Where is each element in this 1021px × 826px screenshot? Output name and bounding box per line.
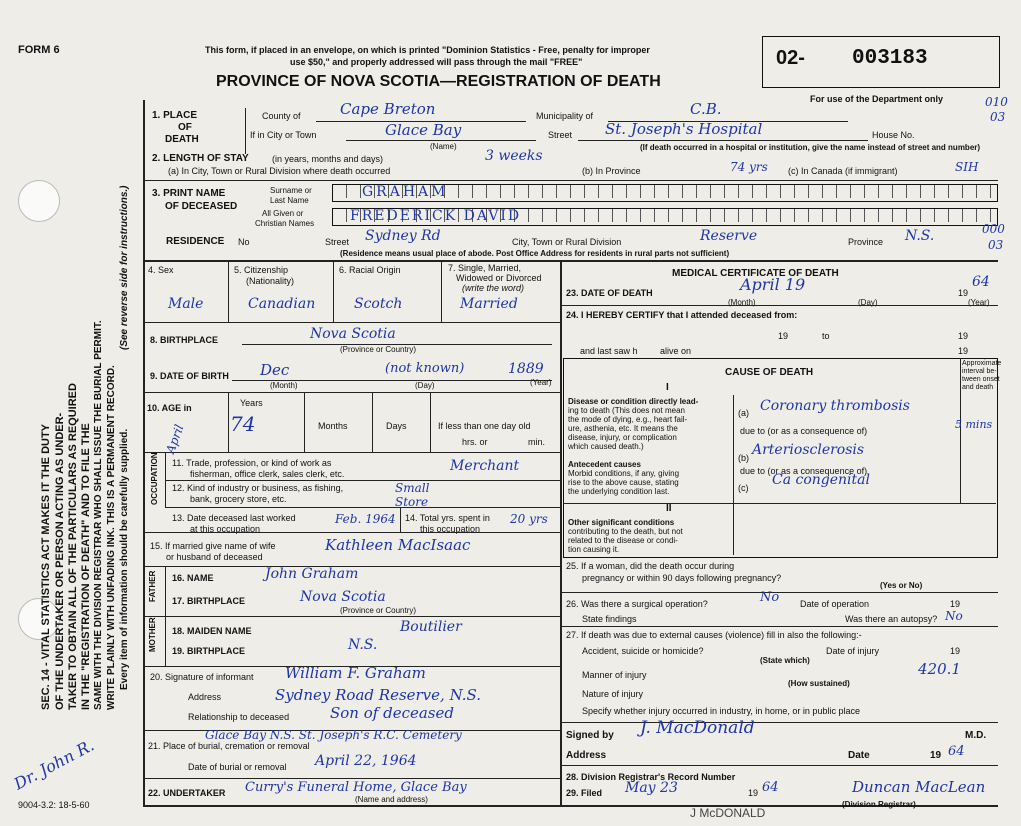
stay-b-value: 74 yrs — [730, 160, 768, 174]
last-worked-value: Feb. 1964 — [335, 512, 396, 526]
burial-place-value: Glace Bay N.S. St. Joseph's R.C. Cemetery — [205, 728, 462, 742]
stay-label: 2. LENGTH OF STAY — [152, 153, 249, 164]
margin-note: Dr. John R. — [10, 735, 98, 794]
side-notice-line2: OF THE UNDERTAKER OR PERSON ACTING AS UNDER- — [54, 412, 66, 710]
father-name-value: John Graham — [265, 566, 359, 582]
marital-value: Married — [460, 296, 518, 312]
surname-value: GRAHAM — [362, 184, 449, 200]
physician-signature: J. MacDonald — [640, 718, 755, 738]
given-names-value: FREDERICK DAVID — [350, 208, 522, 224]
record-number: 003183 — [852, 47, 928, 70]
municipality-value: C.B. — [690, 100, 722, 118]
code-420: 420.1 — [918, 660, 961, 678]
medical-certificate-title: MEDICAL CERTIFICATE OF DEATH — [672, 268, 839, 279]
trade-value: Merchant — [450, 458, 520, 474]
undertaker-value: Curry's Funeral Home, Glace Bay — [245, 780, 467, 795]
side-notice-line3: TAKER TO OBTAIN ALL OF THE PARTICULARS AS REQUIRED — [67, 383, 79, 710]
dob-month-value: Dec — [260, 361, 290, 379]
industry-value: Small Store — [395, 481, 430, 509]
form-footer-code: 9004-3.2: 18-5-60 — [18, 800, 90, 810]
residence-label: RESIDENCE — [166, 236, 225, 247]
dob-day-value: (not known) — [385, 361, 465, 376]
dept-use-note: For use of the Department only — [810, 94, 944, 104]
side-notice-line5: SAME WITH THE DIVISION REGISTRAR WHO SHALL ISSUE THE BURIAL PERMIT. — [93, 320, 104, 710]
form-id: FORM 6 — [18, 44, 60, 56]
age-margin-note: April — [163, 422, 187, 456]
record-prefix: 02- — [776, 47, 805, 69]
relationship-value: Son of deceased — [330, 704, 454, 722]
stay-c-value: SIH — [955, 160, 979, 174]
residence-city-value: Reserve — [700, 228, 758, 244]
autopsy-value: No — [945, 609, 963, 623]
county-value: Cape Breton — [340, 100, 436, 118]
birthplace-value: Nova Scotia — [310, 326, 396, 342]
death-year-value: 64 — [972, 274, 990, 290]
street-value: St. Joseph's Hospital — [605, 120, 763, 138]
informant-signature: William F. Graham — [285, 664, 426, 682]
cause-b-value: Arteriosclerosis — [752, 442, 865, 458]
mailing-notice-line1: This form, if placed in an envelope, on which is printed "Dominion Statistics - Free, penalty for improper — [205, 45, 650, 55]
side-notice-line7: (See reverse side for instructions.) — [119, 185, 130, 350]
residence-province-value: N.S. — [905, 228, 935, 244]
city-value: Glace Bay — [385, 121, 462, 139]
side-note-careful: Every item of information should be carefully supplied. — [119, 428, 130, 690]
father-birthplace-value: Nova Scotia — [300, 589, 386, 605]
side-notice-line4: IN THE "REGISTRATION OF DEATH" AND TO FILE THE — [80, 423, 92, 710]
form-title: PROVINCE OF NOVA SCOTIA—REGISTRATION OF DEATH — [216, 73, 661, 90]
mother-birthplace-value: N.S. — [348, 637, 378, 653]
racial-value: Scotch — [354, 296, 403, 312]
mother-maiden-name-value: Boutilier — [400, 619, 462, 635]
age-years-value: 74 — [230, 412, 256, 436]
sex-value: Male — [168, 296, 204, 312]
dob-year-value: 1889 — [508, 361, 544, 377]
citizenship-value: Canadian — [248, 296, 316, 312]
filed-year-value: 64 — [762, 780, 779, 795]
interval-a-value: 5 mins — [955, 418, 993, 431]
death-date-value: April 19 — [740, 275, 806, 294]
filed-date-value: May 23 — [625, 780, 678, 796]
stay-a-value: 3 weeks — [485, 148, 543, 164]
surgery-value: No — [760, 590, 780, 605]
side-notice-line6: WRITE PLAINLY WITH UNFADING INK. THIS IS A PERMANENT RECORD. — [106, 365, 117, 710]
punch-hole-top — [18, 180, 60, 222]
spouse-value: Kathleen MacIsaac — [325, 536, 471, 554]
death-registration-form: FORM 6 This form, if placed in an envelope, on which is printed "Dominion Statistics - Free, penalty for improper use $50," and properly addressed will pass through the mail "FREE" PROVINCE OF NOVA SCOTIA—REGISTRATION OF DEATH 02- 003183 For use of the Department only SEC. 14 - VITAL STATISTICS ACT MAKES IT THE DUTY OF THE UNDERTAKER OR PERSON ACTING AS UNDER- TAKER TO OBTAIN ALL OF THE PARTICULARS AS REQUIRED IN THE "REGISTRATION OF DEATH" AND TO FILE THE SAME WITH THE DIVISION REGISTRAR WHO SHALL ISSUE THE BURIAL PERMIT. WRITE PLAINLY WITH UNFADING INK. THIS IS A PERMANENT RECORD. (See reverse side for instructions.) Every item of information should be carefully supplied. 1. PLACE OF DEATH County of Cape Breton Municipality of C.B. 010 If in City or Town Glace Bay (Name) Street St. Joseph's Hospital House No. 03 (If death occurred in a hospital or institution, give the name instead of street and number) 2. LENGTH OF STAY (in years, months and days) 3 weeks (a) In City, Town or Rural Division where death occurred (b) In Province 74 yrs (c) In Canada (if immigrant) SIH 3. PRINT NAME OF DECEASED Surname or Last Name All Given or Christian Names GRAHAM FREDERICK DAVID RESIDENCE No Street Sydney Rd City, Town or Rural Division Reserve Province N.S. 000 03 (Residence means usual place of abode. Post Office Address for residents in rural parts not sufficient) 4. Sex 5. Citizenship (Nationality) 6. Racial Origin 7. Single, Married, Widowed or Divorced (write the word) Male Canadian Scotch Married 8. BIRTHPLACE Nova Scotia (Province or Country) 9. DATE OF BIRTH Dec (not known) 1889 (Month) (Day) (Year) 10. AGE in April Years 74 Months Days If less than one day old hrs. or min. OCCUPATION 11. Trade, profession, or kind of work as fisherman, office clerk, sales clerk, etc. Merchant 12. Kind of industry or business, as fishing, bank, grocery store, etc. Small Store 13. Date deceased last worked at this occupation Feb. 1964 14. Total yrs. spent in this occupation 20 yrs 15. If married give name of wife or husband of deceased Kathleen MacIsaac FATHER MOTHER 16. NAME John Graham 17. BIRTHPLACE Nova Scotia (Province or Country) 18. MAIDEN NAME Boutilier 19. BIRTHPLACE N.S. 20. Signature of informant William F. Graham Address Sydney Road Reserve, N.S. Relationship to deceased Son of deceased 21. Place of burial, cremation or removal Glace Bay N.S. St. Joseph's R.C. Cemetery Date of burial or removal April 22, 1964 22. UNDERTAKER Curry's Funeral Home, Glace Bay (Name and address) Dr. John R. 9004-3.2: 18-5-60 MEDICAL CERTIFICATE OF DEATH 23. DATE OF DEATH April 19 19 64 (Month) (Day) (Year) 24. I HEREBY CERTIFY that I attended deceased from: 19 to 19 and last saw h alive on 19 CAUSE OF DEATH Approximate interval be- tween onset and death I Disease or condition directly lead- ing to death (This does not mean the mode of dying, e.g., heart fail- ure, asthenia, etc. It means the disease, injury, or complication which caused death.) (a) Coronary thrombosis 5 mins due to (or as a consequence of) Antecedent causes Morbid conditions, if any, giving rise to the above cause, stating the underlying condition last. (b) Arteriosclerosis due to (or as a consequence of) (c) Ca congenital II Other significant conditions contributing to the death, but not related to the disease or condi- tion causing it. 25. If a woman, did the death occur during pregnancy or within 90 days following pregnancy? (Yes or No) 26. Was there a surgical operation? No Date of operation 19 State findings Was there an autopsy? No 27. If death was due to external causes (violence) fill in also the following:- Accident, suicide or homicide? (State which) Date of injury 19 Manner of injury 420.1 (How sustained) Nature of injury Specify whether injury occurred in industry, in home, or in public place Signed by J. MacDonald M.D. Address Date 19 64 28. Division Registrar's Record Number 29. Filed May 23 19 64 Duncan MacLean (Division Registrar) J McDONALD — [0, 0, 1021, 826]
informant-address: Sydney Road Reserve, N.S. — [275, 686, 482, 704]
total-years-value: 20 yrs — [510, 512, 548, 526]
cause-c-value: Ca congenital — [772, 472, 870, 488]
residence-street-value: Sydney Rd — [365, 228, 441, 244]
stamp-mcdonald: J McDONALD — [690, 806, 766, 820]
cause-a-value: Coronary thrombosis — [760, 398, 910, 414]
side-notice-line1: SEC. 14 - VITAL STATISTICS ACT MAKES IT THE DUTY — [40, 423, 52, 710]
registrar-signature: Duncan MacLean — [852, 778, 986, 796]
place-label: 1. PLACE — [152, 110, 198, 121]
burial-date-value: April 22, 1964 — [315, 753, 417, 769]
print-name-label: 3. PRINT NAME — [152, 188, 226, 199]
mailing-notice-line2: use $50," and properly addressed will pass through the mail "FREE" — [290, 57, 583, 67]
